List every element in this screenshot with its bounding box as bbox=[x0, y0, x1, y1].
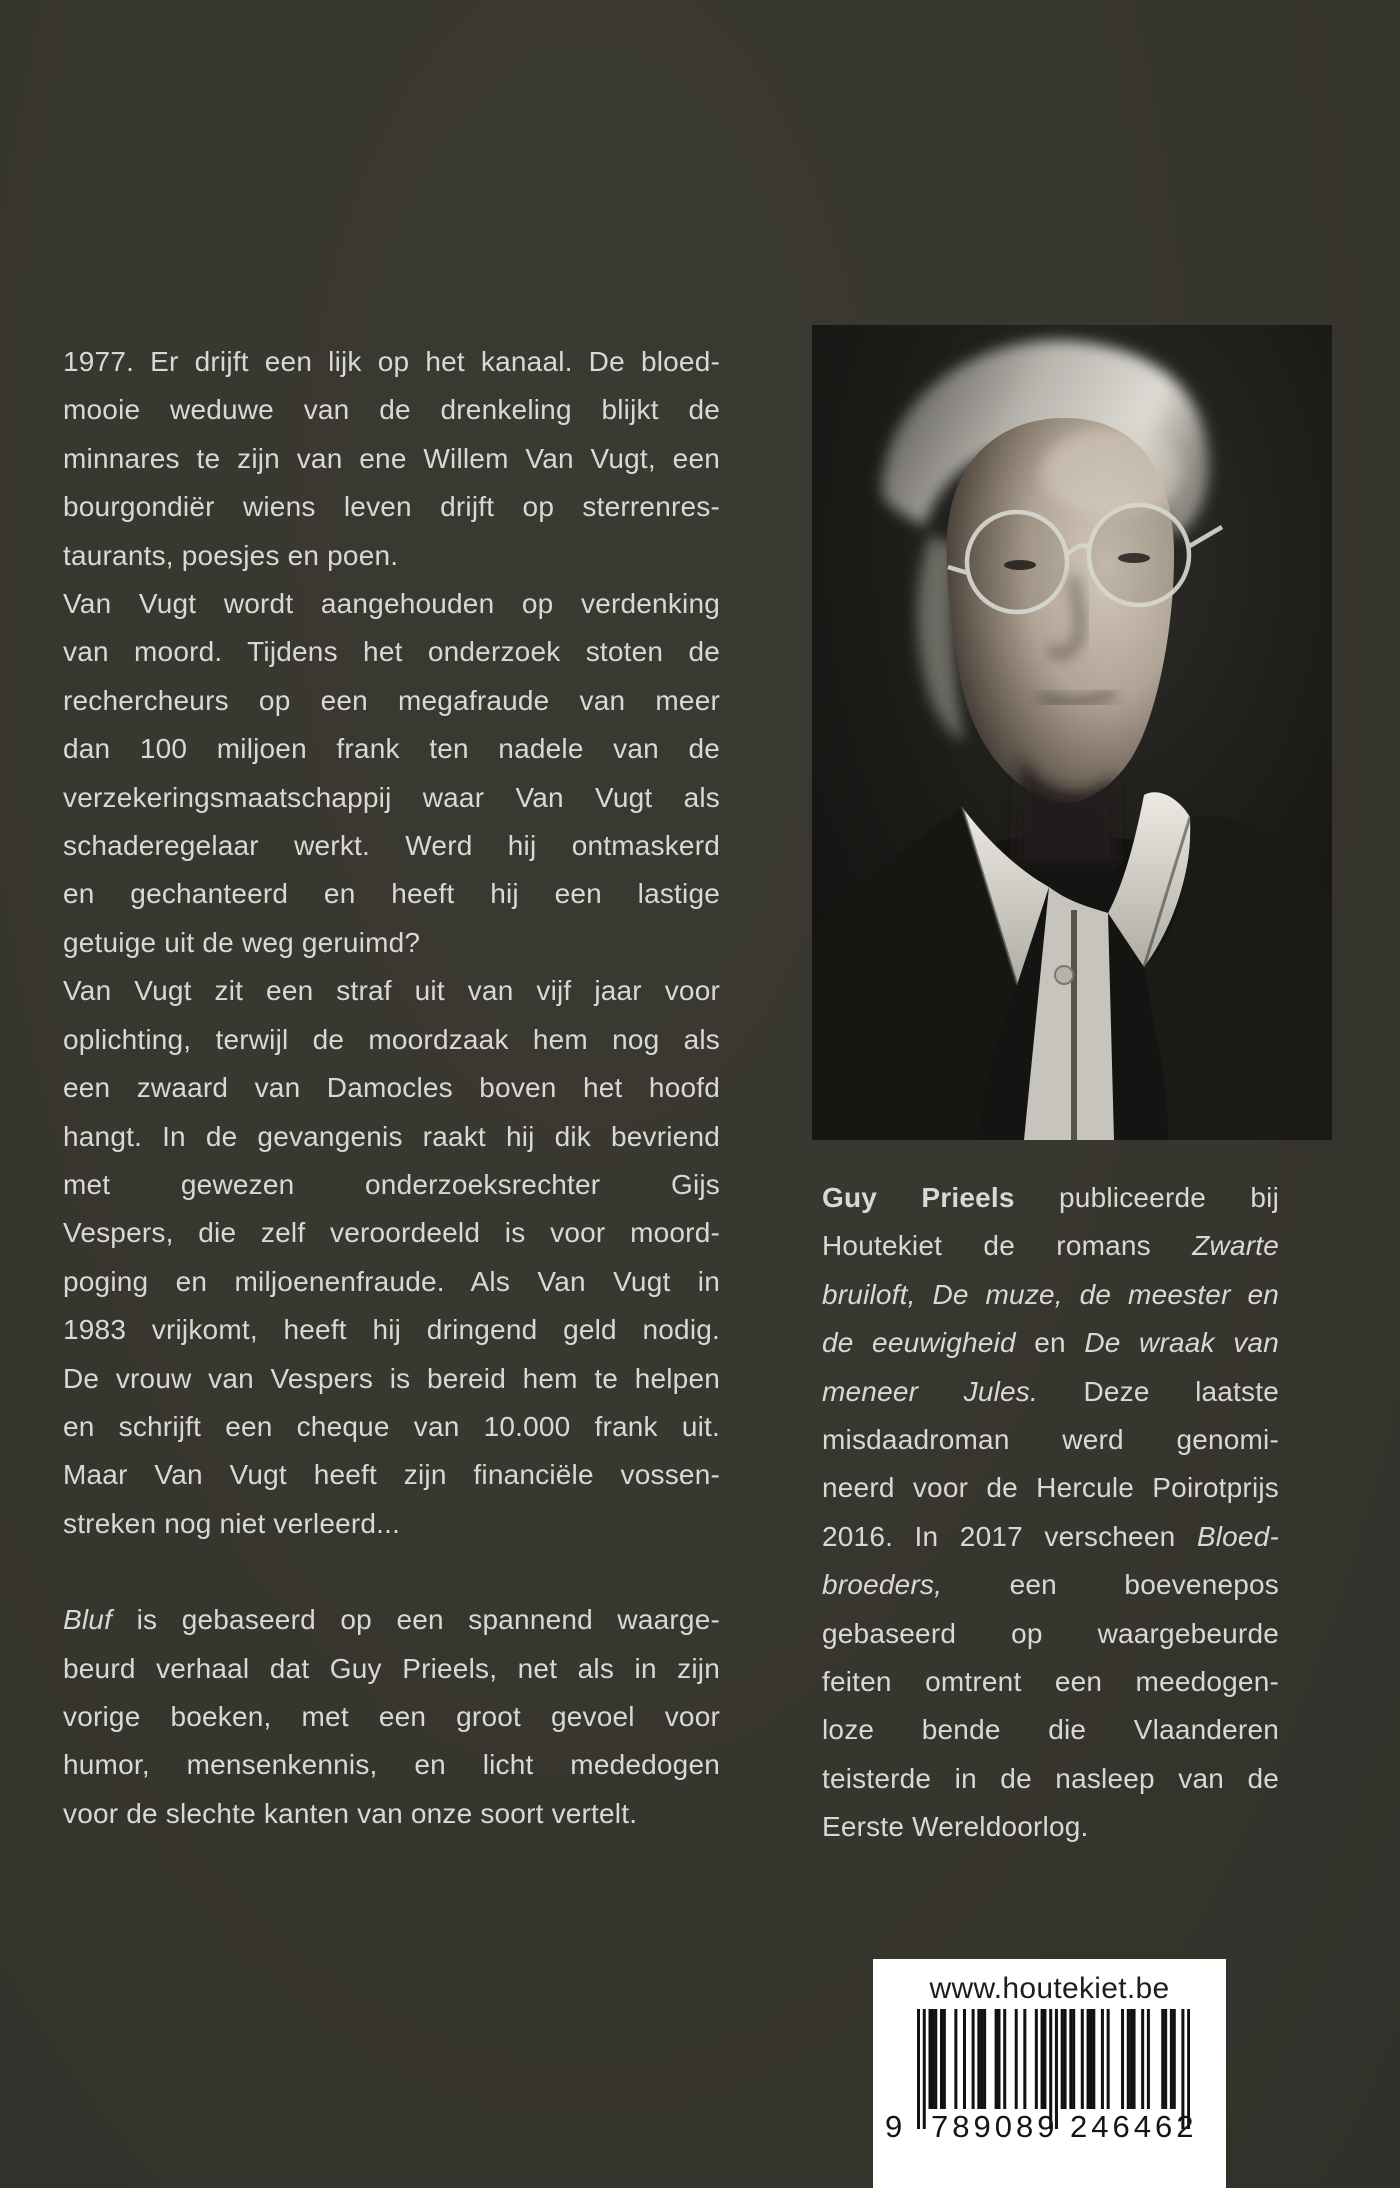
text: feiten omtrent een meedogen- bbox=[822, 1666, 1279, 1698]
text-line bbox=[63, 1596, 720, 1644]
publisher-website-text: www.houtekiet.be bbox=[929, 1972, 1170, 2005]
text-line bbox=[822, 1706, 1279, 1754]
text: Deze laatste bbox=[1037, 1375, 1279, 1407]
text-line bbox=[822, 1561, 1279, 1609]
isbn-number bbox=[873, 2109, 1226, 2151]
text-line bbox=[63, 822, 720, 870]
text: een zwaard van Damocles boven het hoofd bbox=[63, 1072, 720, 1104]
paragraph bbox=[63, 967, 720, 1548]
text: rechercheurs op een megafraude van meer bbox=[63, 684, 720, 716]
italic-text: broeders, bbox=[822, 1569, 943, 1601]
text: publiceerde bij bbox=[1014, 1182, 1279, 1213]
text-line bbox=[63, 1258, 720, 1306]
text-line bbox=[63, 1161, 720, 1209]
text-line bbox=[822, 1513, 1279, 1561]
text-line bbox=[63, 1790, 720, 1838]
author-portrait-photo bbox=[812, 325, 1332, 1140]
text: Van Vugt zit een straf uit van vijf jaar voor bbox=[63, 975, 720, 1007]
italic-text: Zwarte bbox=[1192, 1230, 1279, 1262]
italic-text: meneer Jules. bbox=[822, 1375, 1038, 1407]
text: 1983 vrijkomt, heeft hij dringend geld nodig. bbox=[63, 1314, 720, 1346]
text: en schrijft een cheque van 10.000 frank uit. bbox=[63, 1410, 720, 1442]
text-line bbox=[63, 774, 720, 822]
paragraph bbox=[63, 580, 720, 967]
text-line bbox=[63, 725, 720, 773]
text-line bbox=[822, 1319, 1279, 1367]
text: taurants, poesjes en poen. bbox=[63, 539, 399, 571]
text: neerd voor de Hercule Poirotprijs bbox=[822, 1472, 1279, 1504]
text: 1977. Er drijft een lijk op het kanaal. De bloed- bbox=[63, 346, 720, 377]
text-line bbox=[63, 580, 720, 628]
text-line bbox=[822, 1755, 1279, 1803]
text: dan 100 miljoen frank ten nadele van de bbox=[63, 733, 720, 765]
text: vorige boeken, met een groot gevoel voor bbox=[63, 1700, 720, 1732]
text: poging en miljoenenfraude. Als Van Vugt in bbox=[63, 1265, 720, 1297]
author-bio-column bbox=[822, 1174, 1279, 1852]
text-line bbox=[63, 677, 720, 725]
text-line bbox=[822, 1658, 1279, 1706]
text-line bbox=[63, 1403, 720, 1451]
text-line bbox=[63, 1645, 720, 1693]
text: humor, mensenkennis, en licht mededogen bbox=[63, 1749, 720, 1781]
ean-digit-group: 246462 bbox=[1070, 2109, 1198, 2144]
paragraph bbox=[822, 1174, 1279, 1852]
text-line bbox=[63, 1209, 720, 1257]
text: teisterde in de nasleep van de bbox=[822, 1762, 1279, 1794]
text-line bbox=[822, 1271, 1279, 1319]
text-line bbox=[63, 1451, 720, 1499]
text: Vespers, die zelf veroordeeld is voor moord- bbox=[63, 1217, 720, 1249]
text: minnares te zijn van ene Willem Van Vugt, een bbox=[63, 442, 720, 474]
text-line bbox=[822, 1610, 1279, 1658]
text: misdaadroman werd genomi- bbox=[822, 1424, 1279, 1456]
paragraph bbox=[63, 1596, 720, 1838]
text-line bbox=[63, 1306, 720, 1354]
text: beurd verhaal dat Guy Prieels, net als in zijn bbox=[63, 1652, 720, 1684]
text-line bbox=[63, 483, 720, 531]
text: mooie weduwe van de drenkeling blijkt de bbox=[63, 394, 720, 426]
text-line bbox=[63, 1693, 720, 1741]
text: Houtekiet de romans bbox=[822, 1230, 1193, 1262]
italic-text: Bloed- bbox=[1196, 1520, 1279, 1552]
italic-text: Bluf bbox=[63, 1604, 113, 1636]
italic-text: De wraak van bbox=[1084, 1327, 1279, 1359]
paragraph bbox=[63, 338, 720, 580]
text-line bbox=[63, 870, 720, 918]
italic-text: de eeuwigheid bbox=[822, 1327, 1016, 1359]
text: Maar Van Vugt heeft zijn financiële vossen- bbox=[63, 1459, 720, 1491]
text-line bbox=[63, 435, 720, 483]
text-line bbox=[63, 1500, 720, 1548]
text-line bbox=[822, 1368, 1279, 1416]
text: schaderegelaar werkt. Werd hij ontmaskerd bbox=[63, 830, 720, 862]
text: gebaseerd op waargebeurde bbox=[822, 1617, 1279, 1649]
ean-digit-group: 9 bbox=[885, 2109, 903, 2144]
text-line bbox=[63, 919, 720, 967]
text: oplichting, terwijl de moordzaak hem nog als bbox=[63, 1023, 720, 1055]
text-line bbox=[822, 1174, 1279, 1222]
text-line bbox=[63, 1064, 720, 1112]
synopsis-text-column bbox=[63, 338, 720, 1838]
text: streken nog niet verleerd... bbox=[63, 1507, 401, 1539]
text: een boevenepos bbox=[942, 1569, 1279, 1601]
text: loze bende die Vlaanderen bbox=[822, 1714, 1279, 1746]
text-line bbox=[63, 1113, 720, 1161]
barcode-panel bbox=[873, 1959, 1226, 2188]
text-line bbox=[63, 386, 720, 434]
text: bourgondiër wiens leven drijft op sterrenres- bbox=[63, 491, 720, 523]
text-line bbox=[63, 1741, 720, 1789]
text-line bbox=[822, 1416, 1279, 1464]
text-line bbox=[63, 1355, 720, 1403]
text: en bbox=[1015, 1327, 1085, 1359]
text: en gechanteerd en heeft hij een lastige bbox=[63, 878, 720, 910]
text: Eerste Wereldoorlog. bbox=[822, 1811, 1089, 1843]
text-line bbox=[822, 1222, 1279, 1270]
text: voor de slechte kanten van onze soort vertelt. bbox=[63, 1797, 638, 1829]
text: verzekeringsmaatschappij waar Van Vugt als bbox=[63, 781, 720, 813]
text-line bbox=[63, 628, 720, 676]
bold-text: Guy Prieels bbox=[822, 1182, 1015, 1213]
text: De vrouw van Vespers is bereid hem te helpen bbox=[63, 1362, 720, 1394]
text: van moord. Tijdens het onderzoek stoten de bbox=[63, 636, 720, 668]
ean-digit-group: 789089 bbox=[931, 2109, 1059, 2144]
text: Van Vugt wordt aangehouden op verdenking bbox=[63, 588, 720, 620]
text-line bbox=[63, 338, 720, 386]
text: getuige uit de weg geruimd? bbox=[63, 926, 421, 958]
text-line bbox=[822, 1464, 1279, 1512]
text-line bbox=[63, 532, 720, 580]
text: met gewezen onderzoeksrechter Gijs bbox=[63, 1168, 720, 1200]
text: hangt. In de gevangenis raakt hij dik bevriend bbox=[63, 1120, 720, 1152]
author-portrait-illustration bbox=[812, 325, 1332, 1140]
text: is gebaseerd op een spannend waarge- bbox=[112, 1604, 720, 1636]
text-line bbox=[63, 967, 720, 1015]
text-line bbox=[822, 1803, 1279, 1851]
text-line bbox=[63, 1016, 720, 1064]
text: 2016. In 2017 verscheen bbox=[822, 1520, 1197, 1552]
italic-text: bruiloft, De muze, de meester en bbox=[822, 1278, 1279, 1310]
